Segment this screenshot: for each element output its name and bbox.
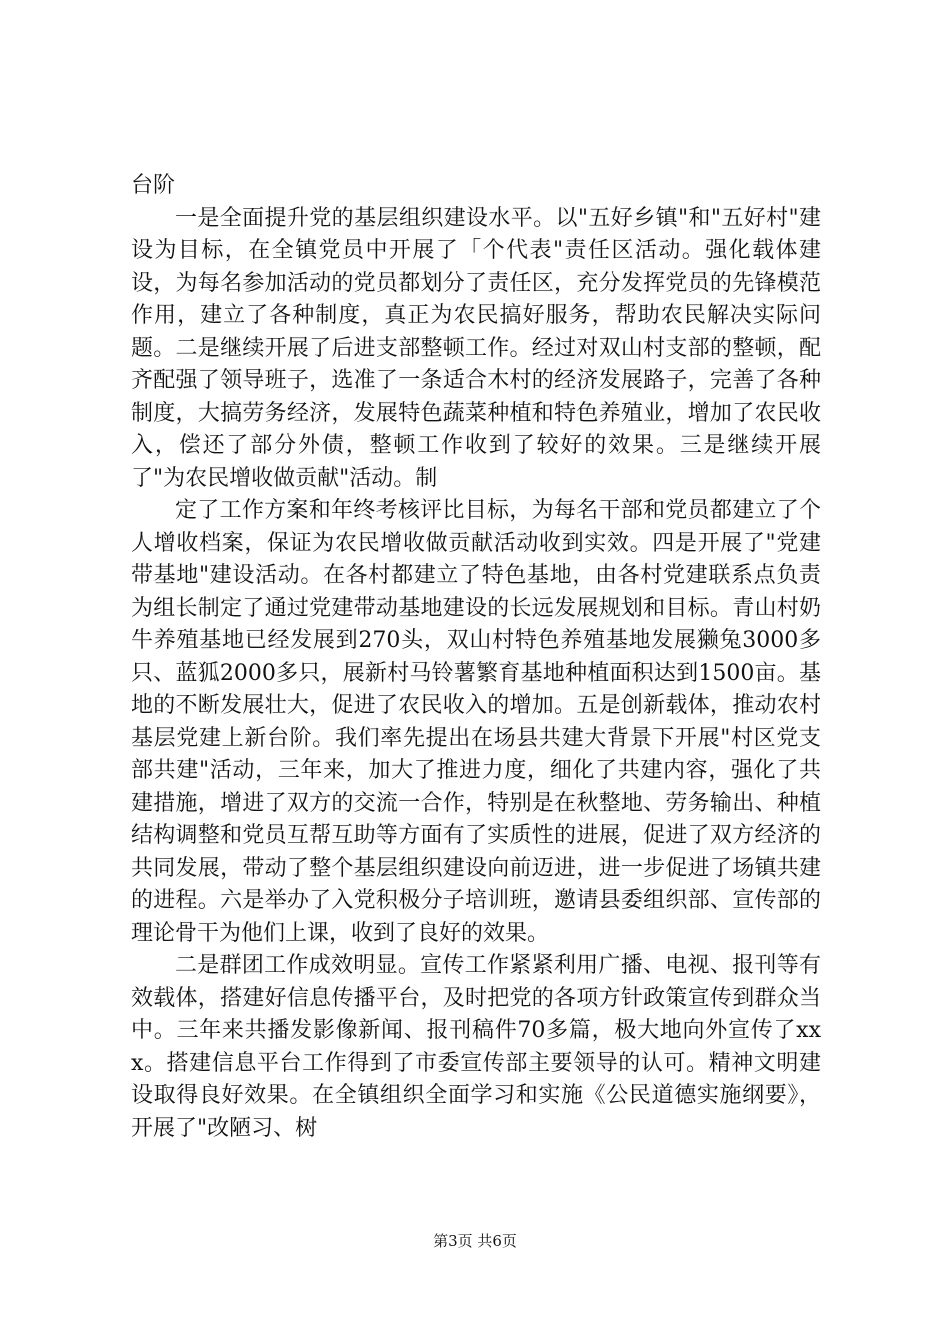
paragraph-heading-fragment: 台阶: [131, 173, 176, 198]
page-number-footer: 第3页 共6页: [433, 1232, 517, 1250]
document-body: [131, 170, 821, 1145]
paragraph-party-organization: 一是全面提升党的基层组织建设水平。以"五好乡镇"和"五好村"建设为目标，在全镇党员中开展了「个代表"责任区活动。强化载体建设，为每名参加活动的党员都划分了责任区，充分发挥党员的先锋模范作用，建立了各种制度，真正为农民搞好服务，帮助农民解决实际问题。二是继续开展了后进支部整顿工作。经过对双山村支部的整顿，配齐配强了领导班子，选准了一条适合木村的经济发展路子，完善了各种制度，大搞劳务经济，发展特色蔬菜种植和特色养殖业，增加了农民收入，偿还了部分外债，整顿工作收到了较好的效果。三是继续开展了"为农民增收做贡献"活动。制: [131, 205, 821, 491]
paragraph-income-and-base: 定了工作方案和年终考核评比目标，为每名干部和党员都建立了个人增收档案，保证为农民增收做贡献活动收到实效。四是开展了"党建带基地"建设活动。在各村都建立了特色基地，由各村党建联系点负责为组长制定了通过党建带动基地建设的长远发展规划和目标。青山村奶牛养殖基地已经发展到270头，双山村特色养殖基地发展獭兔3000多只、蓝狐2000多只，展新村马铃薯繁育基地种植面积达到1500亩。基地的不断发展壮大，促进了农民收入的增加。五是创新载体，推动农村基层党建上新台阶。我们率先提出在场县共建大背景下开展"村区党支部共建"活动，三年来，加大了推进力度，细化了共建内容，强化了共建措施，增进了双方的交流一合作，特别是在秋整地、劳务输出、种植结构调整和党员互帮互助等方面有了实质性的进展，促进了双方经济的共同发展，带动了整个基层组织建设向前迈进，进一步促进了场镇共建的进程。六是举办了入党积极分子培训班，邀请县委组织部、宣传部的理论骨干为他们上课，收到了良好的效果。: [131, 498, 821, 946]
paragraph-mass-organization: 二是群团工作成效明显。宣传工作紧紧利用广播、电视、报刊等有效载体，搭建好信息传播平台，及时把党的各项方针政策宣传到群众当中。三年来共播发影像新闻、报刊稿件70多篇，极大地向外宣传了xxx。搭建信息平台工作得到了市委宣传部主要领导的认可。精神文明建设取得良好效果。在全镇组织全面学习和实施《公民道德实施纲要》，开展了"改陋习、树: [131, 953, 821, 1141]
